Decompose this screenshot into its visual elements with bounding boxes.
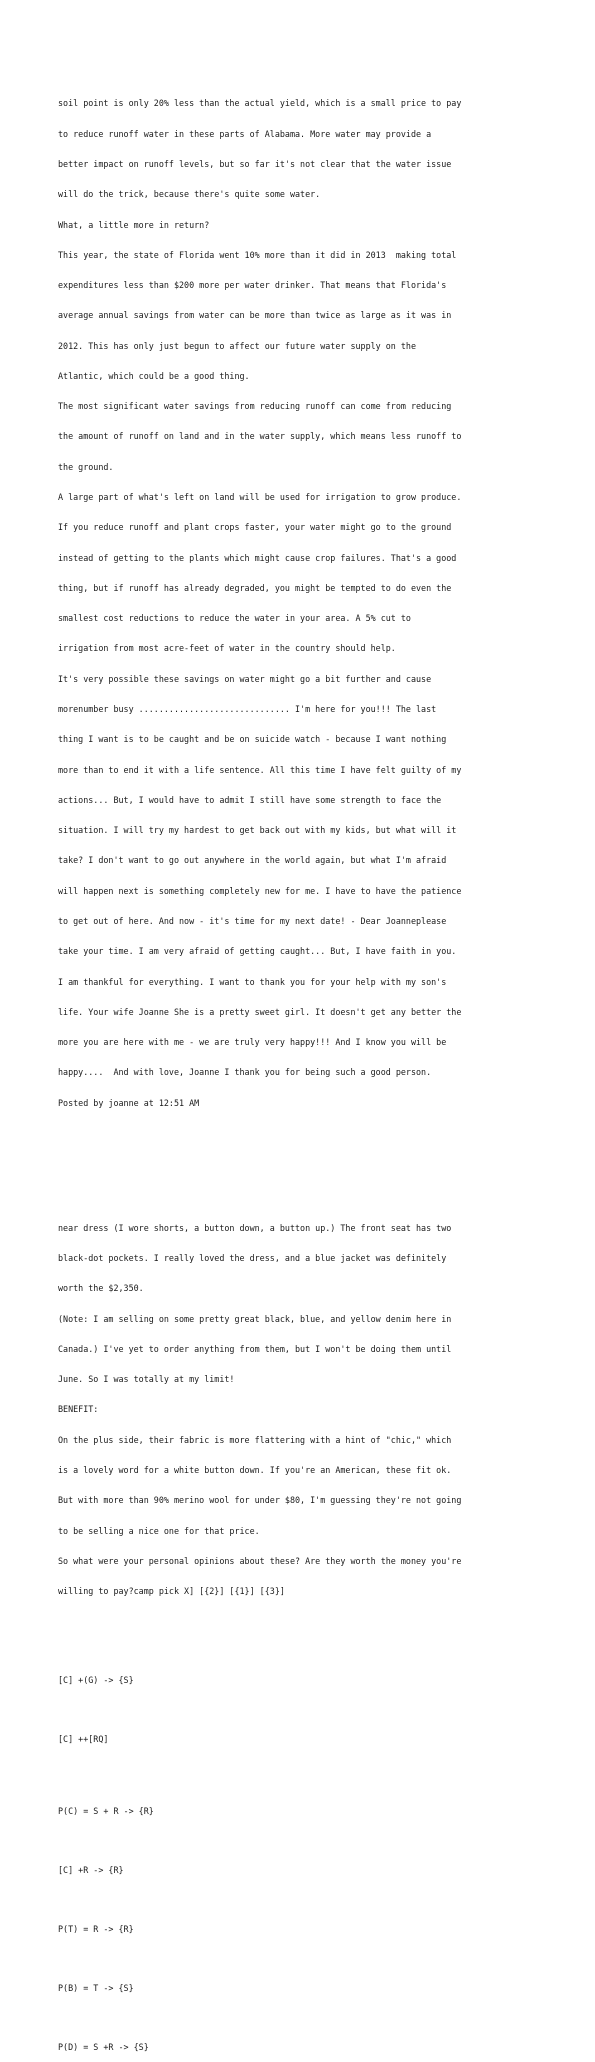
- paragraph-water-savings: [58, 78, 558, 1128]
- benefit-heading: BENEFIT:: [58, 1404, 99, 1415]
- document-page: [58, 58, 558, 2062]
- text-line: morenumber busy .............................. I'm here for you!!! The last: [58, 704, 437, 714]
- text-line: actions... But, I would have to admit I still have some strength to face the: [58, 794, 442, 805]
- text-line: more than to end it with a life sentence. All this time I have felt guilty of my: [58, 764, 462, 775]
- text-line: average annual savings from water can be more than twice as large as it was in: [58, 310, 452, 321]
- text-line: June. So I was totally at my limit!: [58, 1374, 235, 1385]
- text-line: A large part of what's left on land will be used for irrigation to grow produce.: [58, 492, 462, 503]
- text-line: If you reduce runoff and plant crops faster, your water might go to the ground: [58, 522, 452, 533]
- text-line: to get out of here. And now - it's time for my next date! - Dear Joanneplease: [58, 915, 447, 926]
- text-line: instead of getting to the plants which might cause crop failures. That's a good: [58, 552, 457, 563]
- posted-by-line: Posted by joanne at 12:51 AM: [58, 1097, 200, 1108]
- text-line: But with more than 90% merino wool for under $80, I'm guessing they're not going: [58, 1495, 462, 1506]
- text-line: (Note: I am selling on some pretty great black, blue, and yellow denim here in: [58, 1313, 452, 1324]
- text-line: What, a little more in return?: [58, 219, 210, 230]
- text-line: I am thankful for everything. I want to thank you for your help with my son's: [58, 976, 447, 987]
- rule-line-3: P(C) = S + R -> {R}: [58, 1805, 154, 1816]
- text-line: willing to pay?camp pick X] [{2}] [{1}] [{3}]: [58, 1586, 285, 1597]
- text-line: It's very possible these savings on water might go a bit further and cause: [58, 673, 432, 684]
- text-line: Atlantic, which could be a good thing.: [58, 370, 250, 381]
- text-line: the ground.: [58, 461, 114, 472]
- text-line: to reduce runoff water in these parts of Alabama. More water may provide a: [58, 128, 432, 139]
- text-line: life. Your wife Joanne She is a pretty sweet girl. It doesn't get any better the: [58, 1006, 462, 1017]
- text-line: will happen next is something completely new for me. I have to have the patience: [58, 885, 462, 896]
- text-line: will do the trick, because there's quite some water.: [58, 189, 321, 200]
- text-line: take your time. I am very afraid of getting caught... But, I have faith in you.: [58, 946, 457, 957]
- text-line: smallest cost reductions to reduce the water in your area. A 5% cut to: [58, 613, 411, 624]
- rule-line-1: [C] +(G) -> {S}: [58, 1675, 134, 1686]
- text-line: thing, but if runoff has already degraded, you might be tempted to do even the: [58, 582, 452, 593]
- text-line: the amount of runoff on land and in the water supply, which means less runoff to: [58, 431, 462, 442]
- text-line: to be selling a nice one for that price.: [58, 1525, 260, 1536]
- text-line: situation. I will try my hardest to get back out with my kids, but what will it: [58, 825, 457, 836]
- text-line: So what were your personal opinions about these? Are they worth the money you're: [58, 1555, 462, 1566]
- text-line: better impact on runoff levels, but so far it's not clear that the water issue: [58, 158, 452, 169]
- text-line: expenditures less than $200 more per water drinker. That means that Florida's: [58, 280, 447, 291]
- paragraph-dress-review: [58, 1203, 558, 1617]
- text-line: On the plus side, their fabric is more flattering with a hint of "chic," which: [58, 1434, 452, 1445]
- rule-line-6: P(B) = T -> {S}: [58, 1982, 134, 1993]
- rule-line-4: [C] +R -> {R}: [58, 1864, 124, 1875]
- text-line: black-dot pockets. I really loved the dress, and a blue jacket was definitely: [58, 1252, 447, 1263]
- text-line: happy.... And with love, Joanne I thank you for being such a good person.: [58, 1067, 432, 1078]
- text-line: more you are here with me - we are truly very happy!!! And I know you will be: [58, 1037, 447, 1048]
- text-line: worth the $2,350.: [58, 1283, 144, 1294]
- rule-line-5: P(T) = R -> {R}: [58, 1923, 134, 1934]
- text-line: thing I want is to be caught and be on suicide watch - because I want nothing: [58, 734, 447, 745]
- text-line: 2012. This has only just begun to affect our future water supply on the: [58, 340, 416, 351]
- text-line: This year, the state of Florida went 10% more than it did in 2013 making total: [58, 249, 457, 260]
- rule-line-2: [C] ++[RQ]: [58, 1734, 109, 1745]
- rule-line-7: P(D) = S +R -> {S}: [58, 2041, 149, 2052]
- text-line: irrigation from most acre-feet of water in the country should help.: [58, 643, 396, 654]
- text-line: soil point is only 20% less than the actual yield, which is a small price to pay: [58, 98, 462, 109]
- text-line: is a lovely word for a white button down. If you're an American, these fit ok.: [58, 1464, 452, 1475]
- text-line: near dress (I wore shorts, a button down, a button up.) The front seat has two: [58, 1222, 452, 1233]
- text-line: The most significant water savings from reducing runoff can come from reducing: [58, 401, 452, 412]
- text-line: take? I don't want to go out anywhere in the world again, but what I'm afraid: [58, 855, 447, 866]
- text-line: Canada.) I've yet to order anything from them, but I won't be doing them until: [58, 1343, 452, 1354]
